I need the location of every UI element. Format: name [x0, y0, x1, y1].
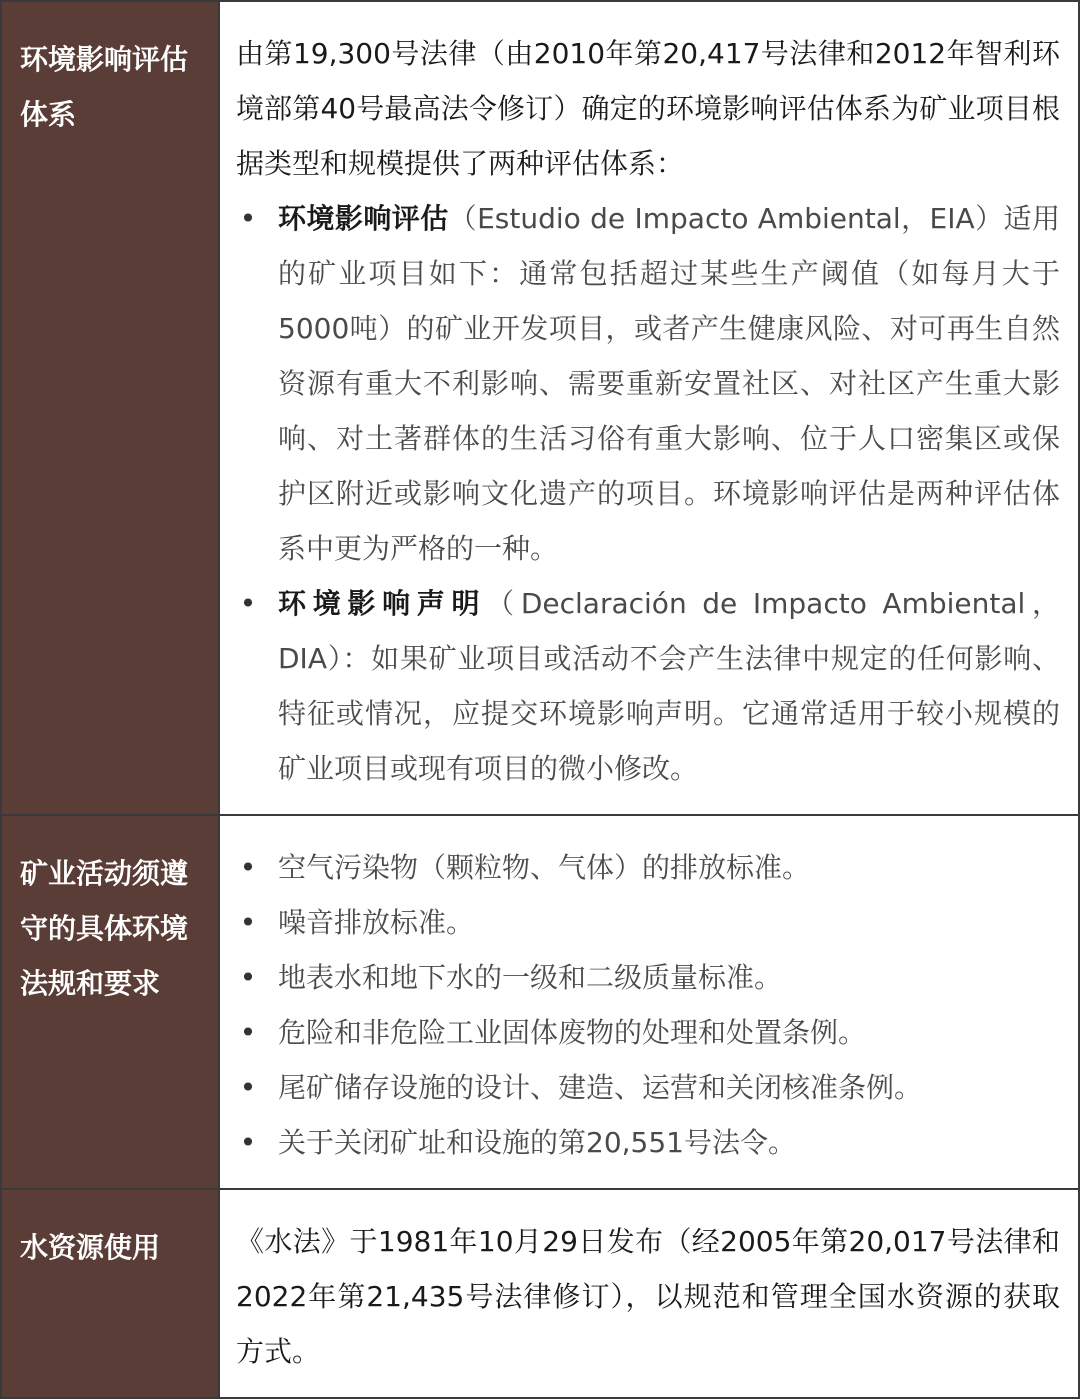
bullet-icon: •	[239, 587, 257, 620]
list-item	[236, 1005, 1060, 1060]
row-label-cell	[1, 1, 219, 815]
list-item-text: 关于关闭矿址和设施的第20,551号法令。	[278, 1126, 796, 1159]
eia-intro-text: 由第19,300号法律（由2010年第20,417号法律和2012年智利环境部第40号最高法令修订）确定的环境影响评估体系为矿业项目根据类型和规模提供了两种评估体系：	[236, 37, 1060, 180]
list-item-text: 危险和非危险工业固体废物的处理和处置条例。	[278, 1016, 867, 1049]
table-row-eia-system	[1, 1, 1079, 815]
list-item	[236, 1115, 1060, 1170]
list-item-term: 环境影响声明	[278, 587, 487, 620]
table-row-environmental-rules	[1, 815, 1079, 1189]
row-label: 矿业活动须遵守的具体环境法规和要求	[20, 857, 189, 1000]
list-item	[236, 576, 1060, 796]
row-label-cell	[1, 815, 219, 1189]
table-row-water-use	[1, 1189, 1079, 1398]
row-label: 环境影响评估体系	[20, 43, 189, 131]
bullet-icon: •	[239, 1071, 257, 1104]
list-item-text: 空气污染物（颗粒物、气体）的排放标准。	[278, 851, 811, 884]
bullet-icon: •	[239, 961, 257, 994]
list-item-text: （Estudio de Impacto Ambiental，EIA）适用的矿业项目如下：通常包括超过某些生产阈值（如每月大于5000吨）的矿业开发项目，或者产生健康风险、对可再生自然资源有重大不利影响、需要重新安置社区、对社区产生重大影响、对土著群体的生活习俗有重大影响、位于人口密集区或保护区附近或影响文化遗产的项目。环境影响评估是两种评估体系中更为严格的一种。	[278, 202, 1060, 565]
bullet-icon: •	[239, 202, 257, 235]
row-label-cell	[1, 1189, 219, 1398]
environmental-rules-list	[236, 840, 1060, 1170]
list-item-text: 尾矿储存设施的设计、建造、运营和关闭核准条例。	[278, 1071, 923, 1104]
water-law-text: 《水法》于1981年10月29日发布（经2005年第20,017号法律和2022年第21,435号法律修订），以规范和管理全国水资源的获取方式。	[236, 1225, 1060, 1368]
bullet-icon: •	[239, 851, 257, 884]
list-item	[236, 840, 1060, 895]
list-item	[236, 950, 1060, 1005]
list-item	[236, 1060, 1060, 1115]
eia-type-list	[236, 191, 1060, 796]
list-item	[236, 191, 1060, 576]
list-item-text: （Declaración de Impacto Ambiental，DIA）：如果矿业项目或活动不会产生法律中规定的任何影响、特征或情况，应提交环境影响声明。它通常适用于较小规模的矿业项目或现有项目的微小修改。	[278, 587, 1060, 785]
row-content-cell	[219, 815, 1079, 1189]
bullet-icon: •	[239, 1126, 257, 1159]
row-content-cell	[219, 1189, 1079, 1398]
row-content-cell	[219, 1, 1079, 815]
bullet-icon: •	[239, 1016, 257, 1049]
row-label: 水资源使用	[20, 1231, 161, 1264]
list-item-text: 地表水和地下水的一级和二级质量标准。	[278, 961, 783, 994]
list-item	[236, 895, 1060, 950]
bullet-icon: •	[239, 906, 257, 939]
list-item-term: 环境影响评估	[278, 202, 449, 235]
list-item-text: 噪音排放标准。	[278, 906, 475, 939]
